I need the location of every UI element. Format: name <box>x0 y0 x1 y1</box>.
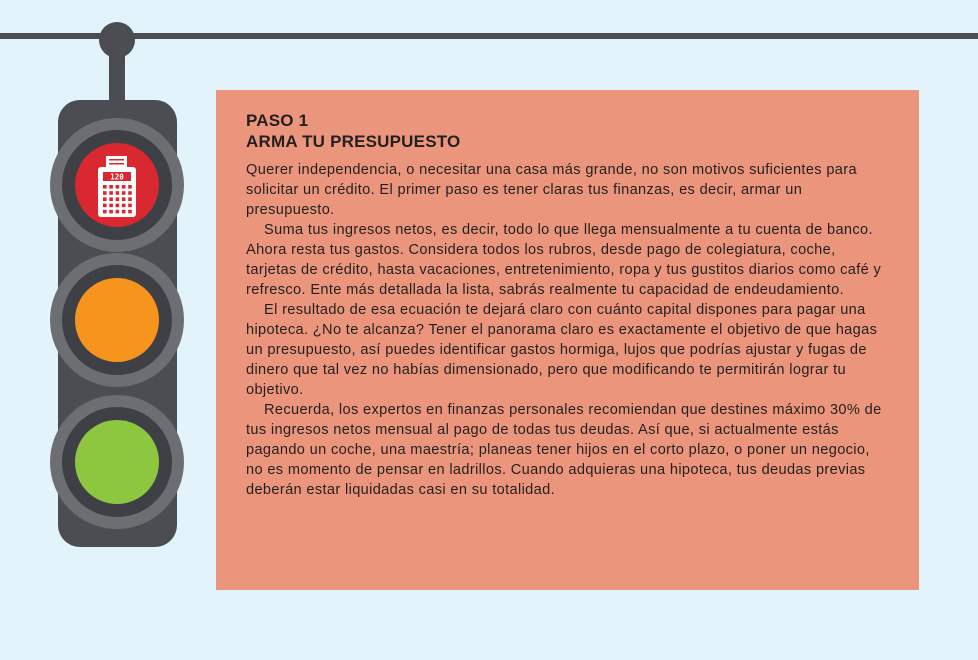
amber-light <box>50 253 184 387</box>
calculator-key <box>103 210 107 214</box>
green-light <box>50 395 184 529</box>
calculator-key <box>128 185 132 189</box>
paragraph-2: Suma tus ingresos netos, es decir, todo lo que llega mensualmente a tu cuenta de banco. Ahora resta tus gastos. Considera todos los rubros, desde pago de colegiatura, coche, tarjetas de crédito, hasta vacaciones, entretenimiento, ropa y tus gustitos diarios como café y refresco. Ente más detallada la lista, sabrás realmente tu capacidad de endeudamiento. <box>246 222 882 298</box>
calculator-key <box>109 197 113 201</box>
paragraph-1: Querer independencia, o necesitar una casa más grande, no son motivos suficientes para solicitar un crédito. El primer paso es tener claras tus finanzas, es decir, armar un presupuesto. <box>246 162 857 218</box>
paragraph-3: El resultado de esa ecuación te dejará claro con cuánto capital dispones para pagar una hipoteca. ¿No te alcanza? Tener el panorama claro es exactamente el objetivo de que hagas un presupuesto, así puedes identificar gastos hormiga, lujos que podrías ajustar y fugas de dinero que tal vez no habías dimensionado, pero que modificando te permitirán lograr tu objetivo. <box>246 302 878 398</box>
paragraph-4: Recuerda, los expertos en finanzas personales recomiendan que destines máximo 30% de tus ingresos netos mensual al pago de todas tus deudas. Así que, si actualmente estás pagando un coche, una maestría; planeas tener hijos en el corto plazo, o poner un negocio, no es momento de pensar en ladrillos. Cuando adquieras una hipoteca, tus deudas previas deberán estar liquidadas casi en su totalidad. <box>246 402 882 498</box>
calculator-key <box>116 185 120 189</box>
calculator-key <box>116 204 120 208</box>
calculator-key <box>128 204 132 208</box>
calculator-display: 120 <box>110 172 124 182</box>
calculator-key <box>109 191 113 195</box>
red-light <box>50 118 184 252</box>
calculator-key <box>128 197 132 201</box>
step-label: PASO 1 <box>246 111 309 130</box>
amber-light-lamp <box>75 278 159 362</box>
calculator-key <box>109 185 113 189</box>
calculator-key <box>128 191 132 195</box>
step-title: ARMA TU PRESUPUESTO <box>246 132 461 151</box>
calculator-key <box>122 210 126 214</box>
calculator-key <box>109 204 113 208</box>
calculator-key <box>122 185 126 189</box>
calculator-key <box>103 197 107 201</box>
calculator-key <box>116 210 120 214</box>
calculator-key <box>122 197 126 201</box>
mount-neck <box>109 48 125 104</box>
calculator-key <box>122 204 126 208</box>
calculator-key <box>116 191 120 195</box>
calculator-key <box>103 191 107 195</box>
calculator-key <box>116 197 120 201</box>
calculator-key <box>109 210 113 214</box>
calculator-key <box>103 204 107 208</box>
overhead-wire <box>0 33 978 39</box>
green-light-lamp <box>75 420 159 504</box>
info-panel <box>216 90 919 590</box>
calculator-key <box>122 191 126 195</box>
calculator-key <box>128 210 132 214</box>
calculator-key <box>103 185 107 189</box>
